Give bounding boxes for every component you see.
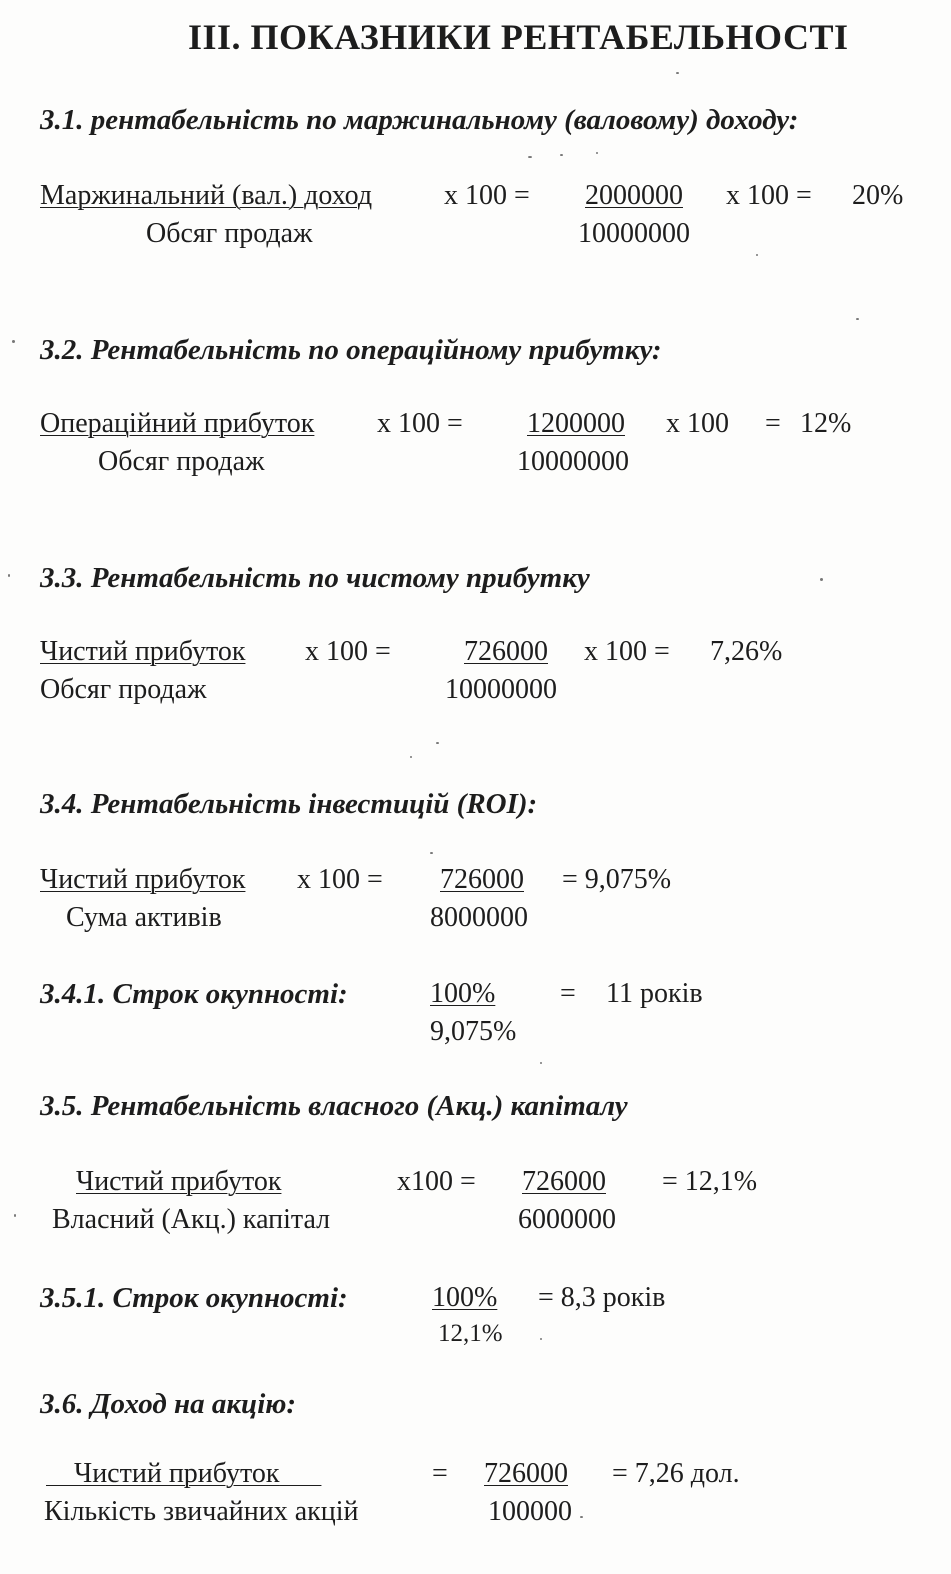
s34-result: = 9,075% — [562, 864, 672, 895]
scan-speck — [14, 1214, 16, 1217]
s33-denominator-label: Обсяг продаж — [40, 674, 207, 705]
section-3-4-heading: 3.4. Рентабельність інвестицій (ROI): — [40, 788, 538, 820]
s341-result: 11 років — [606, 978, 703, 1009]
scan-speck — [856, 318, 859, 320]
s36-result: = 7,26 дол. — [612, 1458, 740, 1489]
s31-denominator-label: Обсяг продаж — [146, 218, 313, 249]
section-3-2-heading: 3.2. Рентабельність по операційному прибутку: — [40, 334, 662, 366]
s31-multiplier-2: х 100 = — [726, 180, 812, 211]
s36-denominator-value: 100000 — [488, 1496, 572, 1527]
s35-result: = 12,1% — [662, 1166, 758, 1197]
s32-denominator-value: 10000000 — [517, 446, 629, 477]
s34-denominator-value: 8000000 — [430, 902, 528, 933]
s36-numerator-label-wrapper — [46, 1458, 321, 1490]
section-3-5-1-heading: 3.5.1. Строк окупності: — [40, 1282, 348, 1314]
s34-numerator-label: Чистий прибуток — [40, 864, 246, 895]
scan-speck — [676, 72, 679, 74]
s341-denominator-value: 9,075% — [430, 1016, 517, 1047]
section-3-5-heading: 3.5. Рентабельність власного (Акц.) капіталу — [40, 1090, 628, 1122]
s31-result: 20% — [852, 180, 904, 211]
s341-equals: = — [560, 978, 576, 1009]
s32-equals: = — [765, 408, 781, 439]
s36-equals: = — [432, 1458, 448, 1489]
s32-denominator-label: Обсяг продаж — [98, 446, 265, 477]
s35-numerator-label: Чистий прибуток — [76, 1166, 282, 1197]
s351-result: = 8,3 років — [538, 1282, 666, 1313]
s32-numerator-label: Операційний прибуток — [40, 408, 315, 439]
s33-multiplier: х 100 = — [305, 636, 391, 667]
scan-speck — [596, 152, 598, 154]
s32-result: 12% — [800, 408, 852, 439]
s31-numerator-value: 2000000 — [585, 180, 683, 211]
s31-multiplier: х 100 = — [444, 180, 530, 211]
scan-speck — [430, 852, 433, 854]
s351-denominator-value: 12,1% — [438, 1320, 503, 1347]
s34-denominator-label: Сума активів — [66, 902, 222, 933]
s32-numerator-value: 1200000 — [527, 408, 625, 439]
s36-numerator-label: Чистий прибуток — [74, 1458, 280, 1489]
scan-speck — [528, 156, 532, 158]
section-3-4-1-heading: 3.4.1. Строк окупності: — [40, 978, 348, 1010]
section-3-1-heading: 3.1. рентабельність по маржинальному (валовому) доходу: — [40, 104, 799, 136]
s36-denominator-label: Кількість звичайних акцій — [44, 1496, 359, 1527]
section-3-6-heading: 3.6. Доход на акцію: — [40, 1388, 297, 1420]
scan-speck — [820, 578, 823, 581]
s33-multiplier-2: х 100 = — [584, 636, 670, 667]
scan-speck — [436, 742, 439, 744]
s351-numerator-value: 100% — [432, 1282, 498, 1313]
s33-numerator-label: Чистий прибуток — [40, 636, 246, 667]
s32-multiplier-2: х 100 — [666, 408, 729, 439]
scan-speck — [756, 254, 758, 256]
scan-speck — [540, 1338, 542, 1340]
s31-denominator-value: 10000000 — [578, 218, 690, 249]
scan-speck — [12, 340, 15, 343]
document-title: III. ПОКАЗНИКИ РЕНТАБЕЛЬНОСТІ — [188, 17, 849, 57]
s33-numerator-value: 726000 — [464, 636, 548, 667]
s31-numerator-label: Маржинальний (вал.) доход — [40, 180, 373, 211]
scan-speck — [560, 154, 563, 156]
s35-denominator-label: Власний (Акц.) капітал — [52, 1204, 331, 1235]
s33-result: 7,26% — [710, 636, 783, 667]
scan-speck — [410, 756, 412, 758]
section-3-3-heading: 3.3. Рентабельність по чистому прибутку — [40, 562, 590, 594]
s35-denominator-value: 6000000 — [518, 1204, 616, 1235]
s36-numerator-value: 726000 — [484, 1458, 568, 1489]
s35-multiplier: х100 = — [397, 1166, 476, 1197]
s341-numerator-value: 100% — [430, 978, 496, 1009]
s34-multiplier: х 100 = — [297, 864, 383, 895]
scan-speck — [580, 1516, 583, 1518]
s35-numerator-value: 726000 — [522, 1166, 606, 1197]
scan-speck — [8, 574, 10, 577]
s34-numerator-value: 726000 — [440, 864, 524, 895]
s32-multiplier: х 100 = — [377, 408, 463, 439]
s33-denominator-value: 10000000 — [445, 674, 557, 705]
scan-speck — [540, 1062, 542, 1064]
